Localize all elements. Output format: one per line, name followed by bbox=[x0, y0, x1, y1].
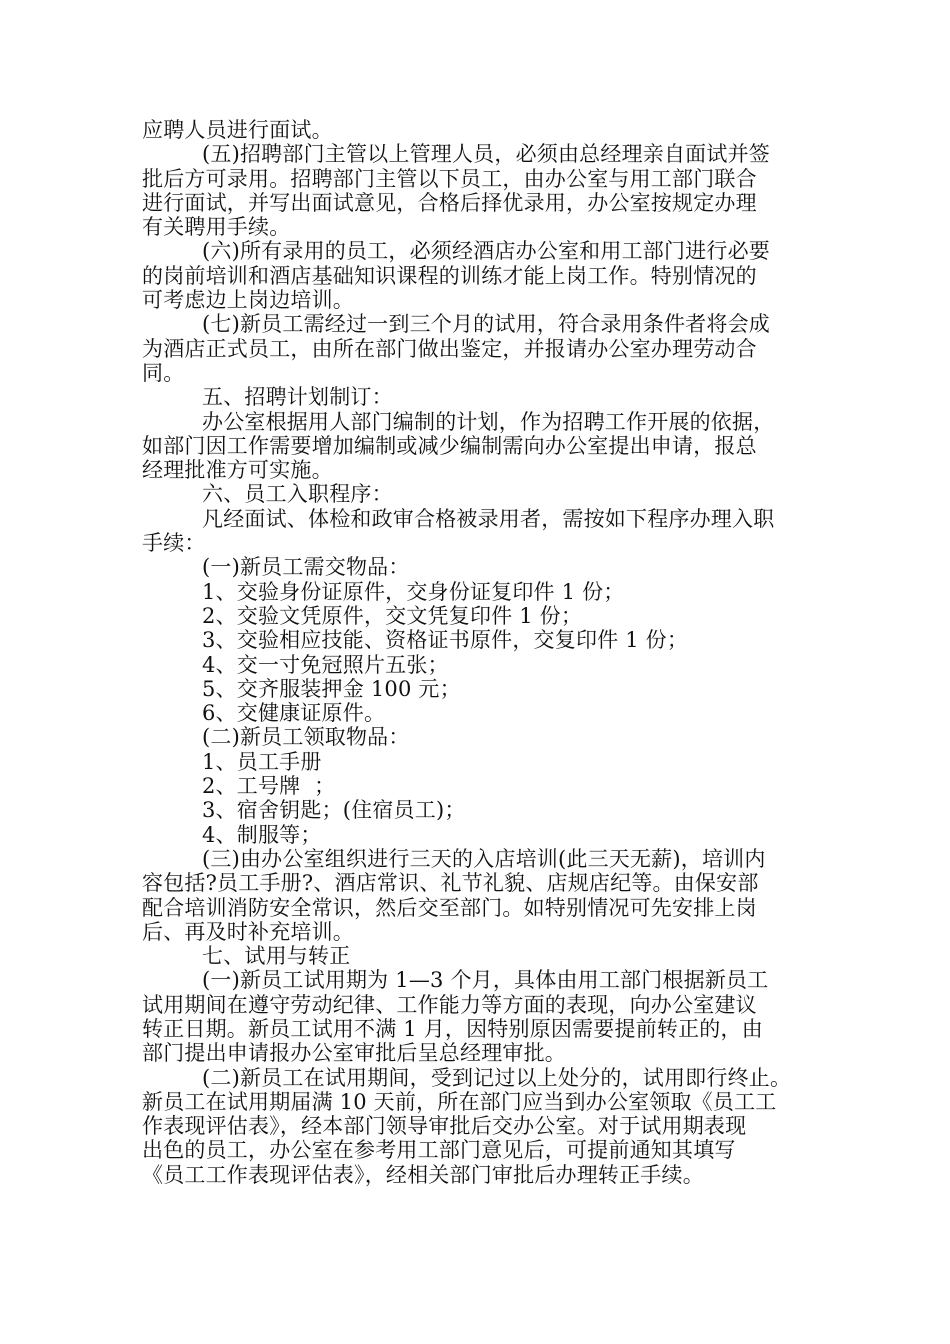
text-line: (二)新员工在试用期间，受到记过以上处分的，试用即行终止。 bbox=[202, 1065, 792, 1090]
text-line: 1、员工手册 bbox=[202, 749, 322, 774]
text-line: 六、员工入职程序： bbox=[202, 482, 393, 507]
text-line: 3、宿舍钥匙；(住宿员工)； bbox=[202, 798, 466, 823]
text-line: 5、交齐服装押金 100 元； bbox=[202, 676, 461, 701]
text-line: 转正日期。新员工试用不满 1 月，因特别原因需要提前转正的，由 bbox=[142, 1016, 763, 1041]
text-line: 后、再及时补充培训。 bbox=[142, 919, 354, 944]
text-line: 办公室根据用人部门编制的计划，作为招聘工作开展的依据， bbox=[202, 409, 775, 434]
text-line: (一)新员工试用期为 1—3 个月，具体由用工部门根据新员工 bbox=[202, 968, 769, 993]
text-line: 手续： bbox=[142, 531, 206, 556]
text-line: 同。 bbox=[142, 360, 185, 385]
text-line: 五、招聘计划制订： bbox=[202, 385, 393, 410]
text-line: (六)所有录用的员工，必须经酒店办公室和用工部门进行必要 bbox=[202, 239, 770, 264]
text-line: 配合培训消防安全常识，然后交至部门。如特别情况可先安排上岗 bbox=[142, 895, 757, 920]
text-line: 为酒店正式员工，由所在部门做出鉴定，并报请办公室办理劳动合 bbox=[142, 336, 757, 361]
text-line: 1、交验身份证原件，交身份证复印件 1 份； bbox=[202, 579, 625, 604]
text-line: 4、交一寸免冠照片五张； bbox=[202, 652, 449, 677]
text-line: (五)招聘部门主管以上管理人员，必须由总经理亲自面试并签 bbox=[202, 142, 770, 167]
text-line: 批后方可录用。招聘部门主管以下员工，由办公室与用工部门联合 bbox=[142, 166, 757, 191]
text-line: 应聘人员进行面试。 bbox=[142, 118, 333, 142]
text-line: 2、工号牌 ； bbox=[202, 774, 336, 799]
text-line: 凡经面试、体检和政审合格被录用者，需按如下程序办理入职 bbox=[202, 506, 775, 531]
text-line: (一)新员工需交物品： bbox=[202, 555, 410, 580]
text-line: 4、制服等； bbox=[202, 822, 322, 847]
text-line: 七、试用与转正 bbox=[202, 944, 351, 969]
text-line: 容包括?员工手册?、酒店常识、礼节礼貌、店规店纪等。由保安部 bbox=[142, 871, 759, 896]
text-line: 的岗前培训和酒店基础知识课程的训练才能上岗工作。特别情况的 bbox=[142, 263, 757, 288]
text-line: 作表现评估表》，经本部门领导审批后交办公室。对于试用期表现 bbox=[142, 1114, 747, 1139]
text-line: (七)新员工需经过一到三个月的试用，符合录用条件者将会成 bbox=[202, 312, 770, 337]
text-line: 进行面试，并写出面试意见，合格后择优录用，办公室按规定办理 bbox=[142, 190, 757, 215]
text-line: 经理批准方可实施。 bbox=[142, 458, 333, 483]
text-line: 3、交验相应技能、资格证书原件，交复印件 1 份； bbox=[202, 628, 689, 653]
document-page bbox=[142, 118, 822, 1187]
text-line: 2、交验文凭原件，交文凭复印件 1 份； bbox=[202, 603, 583, 628]
text-line: 有关聘用手续。 bbox=[142, 215, 291, 240]
text-line: 如部门因工作需要增加编制或减少编制需向办公室提出申请，报总 bbox=[142, 433, 757, 458]
text-line: (二)新员工领取物品： bbox=[202, 725, 410, 750]
text-line: 《员工工作表现评估表》，经相关部门审批后办理转正手续。 bbox=[142, 1162, 704, 1187]
text-line: 出色的员工，办公室在参考用工部门意见后，可提前通知其填写 bbox=[142, 1138, 736, 1163]
text-line: 部门提出申请报办公室审批后呈总经理审批。 bbox=[142, 1041, 566, 1066]
text-line: 6、交健康证原件。 bbox=[202, 701, 386, 726]
text-line: 可考虑边上岗边培训。 bbox=[142, 288, 354, 313]
text-line: (三)由办公室组织进行三天的入店培训(此三天无薪)，培训内 bbox=[202, 846, 766, 871]
text-line: 新员工在试用期届满 10 天前，所在部门应当到办公室领取《员工工 bbox=[142, 1089, 777, 1114]
text-line: 试用期间在遵守劳动纪律、工作能力等方面的表现，向办公室建议 bbox=[142, 992, 757, 1017]
